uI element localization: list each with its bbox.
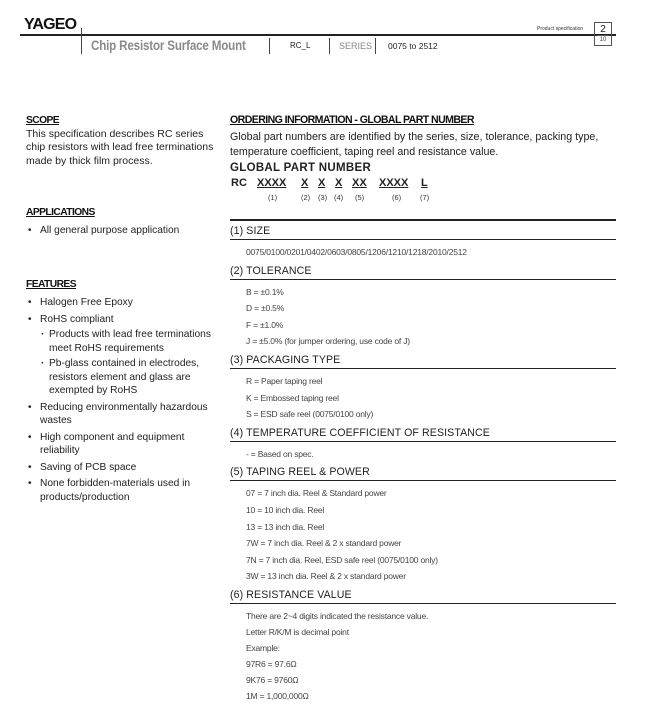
page-current: 2: [597, 24, 609, 36]
features-heading: FEATURES: [26, 278, 76, 290]
application-item: • All general purpose application: [26, 224, 216, 238]
header-rule: [20, 34, 616, 36]
ordering-section: [230, 114, 616, 207]
header-divider: [329, 38, 330, 54]
gpn-pattern: [230, 177, 616, 207]
packaging-heading: (3) PACKAGING TYPE: [230, 354, 616, 369]
taping-line: 13 = 13 inch dia. Reel: [246, 521, 325, 532]
series-label: SERIES: [339, 41, 373, 51]
tolerance-line: J = ±5.0% (for jumper ordering, use code of J): [246, 336, 410, 347]
feature-subitem: · Pb-glass contained in electrodes, resistors element and glass are exempted by RoHS: [40, 357, 216, 398]
gpn-segment-number: (5): [355, 193, 365, 202]
packaging-body: [230, 369, 616, 427]
size-range: 0075 to 2512: [388, 41, 438, 51]
resistance-line: There are 2~4 digits indicated the resistance value.: [246, 610, 429, 621]
taping-line: 3W = 13 inch dia. Reel & 2 x standard power: [246, 571, 406, 582]
tolerance-body: [230, 280, 616, 354]
taping-heading: (5) TAPING REEL & POWER: [230, 466, 616, 481]
taping-line: 7W = 7 inch dia. Reel & 2 x standard power: [246, 538, 402, 549]
gpn-segment: X: [318, 177, 326, 189]
gpn-segment-number: (1): [268, 193, 278, 202]
document-title: Chip Resistor Surface Mount: [91, 38, 246, 53]
feature-item: • High component and equipment reliability: [26, 431, 216, 458]
gpn-prefix: RC: [231, 177, 247, 189]
packaging-line: R = Paper taping reel: [246, 375, 323, 386]
gpn-segment-number: (2): [301, 193, 311, 202]
gpn-segment-number: (7): [420, 193, 430, 202]
page-indicator: [594, 22, 612, 46]
series-code: RC_L: [290, 41, 311, 50]
gpn-segment-number: (6): [392, 193, 402, 202]
applications-section: [26, 206, 216, 241]
size-body: [230, 240, 616, 265]
taping-line: 10 = 10 inch dia. Reel: [246, 504, 325, 515]
gpn-segment: XX: [352, 177, 367, 189]
header-divider: [375, 38, 376, 54]
part-number-blocks: [230, 219, 616, 708]
feature-item: • Saving of PCB space: [26, 461, 216, 475]
taping-body: [230, 481, 616, 589]
resistance-line: 97R6 = 97.6Ω: [246, 659, 297, 670]
gpn-segment: X: [301, 177, 309, 189]
gpn-segment-number: (4): [334, 193, 344, 202]
tolerance-heading: (2) TOLERANCE: [230, 265, 616, 280]
feature-item: • RoHS compliant · Products with lead free terminations meet RoHS requirements · Pb-glass contained in electrodes, resistors element and glass are exempted by RoHS: [26, 313, 216, 398]
gpn-segment: XXXX: [257, 177, 287, 189]
taping-line: 7N = 7 inch dia. Reel, ESD safe reel (0075/0100 only): [246, 554, 438, 565]
packaging-line: K = Embossed taping reel: [246, 392, 339, 403]
applications-heading: APPLICATIONS: [26, 206, 95, 218]
tolerance-line: B = ±0.1%: [246, 286, 284, 297]
ordering-intro: Global part numbers are identified by the series, size, tolerance, packing type, temperature coefficient, taping reel and resistance value.: [230, 131, 599, 158]
feature-item: • Reducing environmentally hazardous wastes: [26, 401, 216, 428]
resistance-body: [230, 604, 616, 709]
packaging-line: S = ESD safe reel (0075/0100 only): [246, 409, 374, 420]
taping-line: 07 = 7 inch dia. Reel & Standard power: [246, 488, 387, 499]
resistance-line: 9K76 = 9760Ω: [246, 675, 299, 686]
resistance-line: 1M = 1,000,000Ω: [246, 691, 309, 702]
doc-type-label: Product specification: [537, 26, 584, 32]
resistance-line: Letter R/K/M is decimal point: [246, 627, 349, 637]
feature-item: • Halogen Free Epoxy: [26, 296, 216, 310]
feature-subitem: · Products with lead free terminations meet RoHS requirements: [40, 328, 216, 355]
gpn-segment-number: (3): [318, 193, 328, 202]
scope-text: This specification describes RC series chip resistors with lead free terminations made by thick film process.: [26, 128, 214, 167]
gpn-segment: L: [421, 177, 428, 189]
tolerance-line: F = ±1.0%: [246, 319, 284, 330]
size-line: 0075/0100/0201/0402/0603/0805/1206/1210/1218/2010/2512: [246, 247, 467, 257]
company-logo: YAGEO: [24, 16, 77, 33]
tolerance-line: D = ±0.5%: [246, 303, 285, 314]
header-divider: [269, 38, 270, 54]
ordering-heading: ORDERING INFORMATION - GLOBAL PART NUMBER: [230, 114, 474, 126]
gpn-title: GLOBAL PART NUMBER: [230, 162, 372, 174]
gpn-segment: XXXX: [379, 177, 409, 189]
tcr-heading: (4) TEMPERATURE COEFFICIENT OF RESISTANCE: [230, 427, 616, 442]
resistance-heading: (6) RESISTANCE VALUE: [230, 589, 616, 604]
gpn-segment: X: [335, 177, 343, 189]
features-section: [26, 278, 216, 507]
tcr-line: - = Based on spec.: [246, 448, 314, 459]
scope-section: [26, 114, 216, 168]
resistance-line: Example:: [246, 643, 280, 654]
size-heading: (1) SIZE: [230, 219, 616, 240]
page-total: 10: [599, 37, 607, 43]
tcr-body: [230, 442, 616, 467]
header-divider: [81, 28, 82, 54]
scope-heading: SCOPE: [26, 114, 60, 126]
feature-item: • None forbidden-materials used in products/production: [26, 477, 216, 504]
